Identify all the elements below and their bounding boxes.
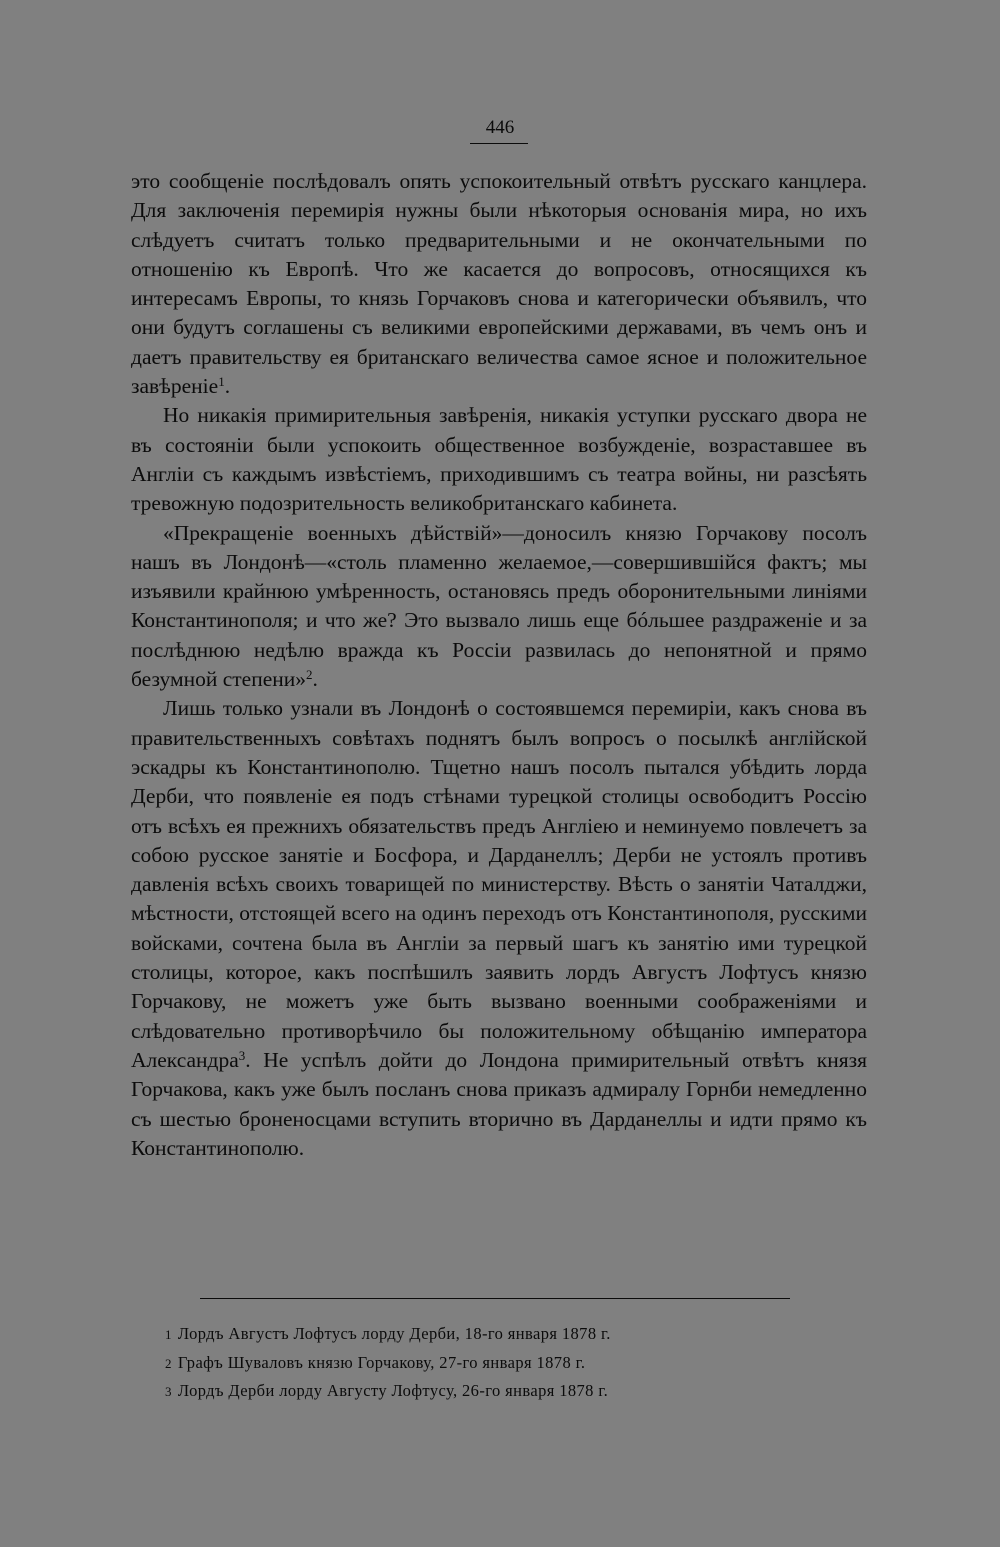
footnote-text: Лордъ Августъ Лофтусъ лорду Дерби, 18-го января 1878 г. <box>177 1324 611 1343</box>
paragraph-text: «Прекращеніе военныхъ дѣйствій»—доносилъ князю Горчакову посолъ нашъ въ Лондонѣ—«столь пламенно желаемое,—совершившійся фактъ; мы изъявили крайнюю умѣренность, остановясь предъ оборонительными линіями Константинополя; и что же? Это вызвало лишь еще бóльшее раздраженіе и за послѣднюю недѣлю вражда къ Россіи развилась до непонятной и прямо безумной степени» <box>131 520 867 692</box>
paragraph <box>131 694 867 1163</box>
paragraph-text: Но никакія примирительныя завѣренія, никакія уступки русскаго двора не въ состояніи были успокоить общественное возбужденіе, возраставшее въ Англіи съ каждымъ извѣстіемъ, приходившимъ съ театра войны, ни разсѣять тревожную подозрительность великобританскаго кабинета. <box>131 403 867 516</box>
footnote-marker: 2 <box>165 1355 172 1371</box>
body-text <box>131 167 867 1163</box>
footnote-ref: 1 <box>218 374 225 390</box>
paragraph-text: это сообщеніе послѣдовалъ опять успокоительный отвѣтъ русскаго канцлера. Для заключенія перемирія нужны были нѣкоторыя основанія мира, но ихъ слѣдуетъ считатъ только предварительными и не окончательными по отношенію къ Европѣ. Что же касается до вопросовъ, относящихся къ интересамъ Европы, то князь Горчаковъ снова и категорически объявилъ, что они будутъ соглашены съ великими европейскими державами, въ чемъ онъ и даетъ правительству ея британскаго величества самое ясное и положительное завѣреніе <box>131 169 867 399</box>
footnote-separator <box>200 1298 790 1299</box>
paragraph <box>131 167 867 401</box>
footnote <box>165 1377 785 1406</box>
paragraph-tail: . Не успѣлъ дойти до Лондона примирительный отвѣтъ князя Горчакова, какъ уже былъ посланъ снова приказъ адмиралу Горнби немедленно съ шестью броненосцами вступить вторично въ Дарданеллы и идти прямо къ Константинополю. <box>131 1047 867 1160</box>
footnote-text: Лордъ Дерби лорду Августу Лофтусу, 26-го января 1878 г. <box>177 1381 609 1400</box>
paragraph-tail: . <box>224 374 231 399</box>
footnote-ref: 3 <box>238 1047 246 1063</box>
footnote <box>165 1320 785 1349</box>
page-number-rule <box>470 143 528 144</box>
footnote-text: Графъ Шуваловъ князю Горчакову, 27-го января 1878 г. <box>177 1352 586 1372</box>
footnote-ref: 2 <box>306 667 313 683</box>
page-number: 446 <box>485 117 515 138</box>
footnote-marker: 1 <box>165 1327 172 1342</box>
footnote <box>165 1349 785 1378</box>
paragraph-text: Лишь только узнали въ Лондонѣ о состоявшемся перемиріи, какъ снова въ правительственныхъ совѣтахъ поднятъ былъ вопросъ о посылкѣ англійской эскадры къ Константинополю. Тщетно нашъ посолъ пытался убѣдить лорда Дерби, что появленіе ея подъ стѣнами турецкой столицы освободитъ Россію отъ всѣхъ ея прежнихъ обязательствъ предъ Англіею и неминуемо повлечетъ за собою русское занятіе и Босфора, и Дарданеллъ; Дерби не устоялъ противъ давленія всѣхъ своихъ товарищей по министерству. Вѣсть о занятіи Чаталджи, мѣстности, отстоящей всего на одинъ переходъ отъ Константинополя, русскими войсками, сочтена была въ Англіи за первый шагъ къ занятію ими турецкой столицы, которое, какъ поспѣшилъ заявить лордъ Августъ Лофтусъ князю Горчакову, не можетъ уже быть вызвано военными соображеніями и слѣдовательно противорѣчило бы положительному обѣщанію императора Александра <box>131 696 867 1072</box>
footnotes <box>165 1320 785 1406</box>
footnote-marker: 3 <box>165 1384 172 1399</box>
paragraph <box>131 519 867 695</box>
paragraph-tail: . <box>312 667 318 692</box>
paragraph <box>131 401 867 518</box>
